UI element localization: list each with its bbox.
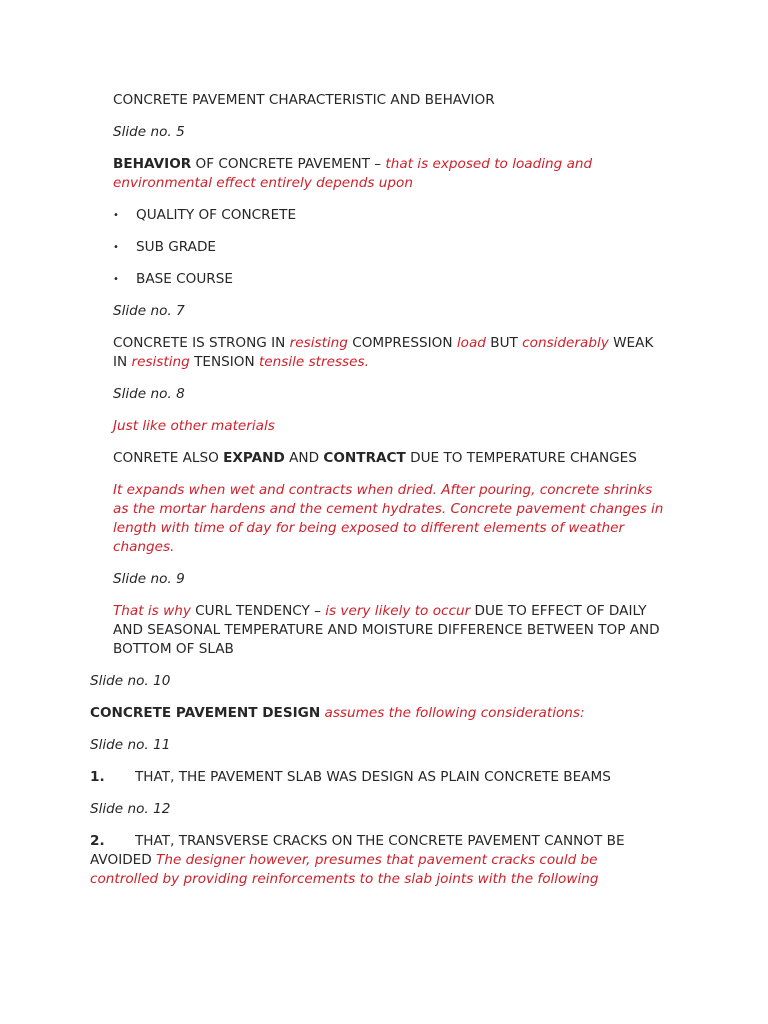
expands-line: changes. [113,539,175,555]
strong-text-4: WEAK [608,335,654,351]
expand-paragraph [113,449,637,468]
numbered-item-1 [90,768,611,787]
strong-red-5: tensile stresses. [258,354,369,370]
behavior-plain: OF CONCRETE PAVEMENT – [191,156,386,172]
curl-red-2: is very likely to occur [325,603,471,619]
item-2-line3: controlled by providing reinforcements to the slab joints with the following [90,871,599,887]
bullet-item [113,206,296,225]
strong-text-2: COMPRESSION [347,335,457,351]
bullet-item [113,238,216,257]
item-2-plain: AVOIDED [90,852,157,868]
expands-line: as the mortar hardens and the cement hydrates. Concrete pavement changes in [113,501,664,517]
curl-text-1: CURL TENDENCY – [190,603,326,619]
behavior-paragraph-line1 [113,155,592,174]
slide-label-9: Slide no. 9 [113,571,185,587]
curl-paragraph-line3: BOTTOM OF SLAB [113,641,234,657]
strong-paragraph-line1 [113,334,653,353]
bullet-icon: • [113,210,119,221]
item-number-1: 1. [90,769,105,785]
strong-text-1: CONCRETE IS STRONG IN [113,335,290,351]
bullet-text: SUB GRADE [136,239,217,255]
bullet-text: BASE COURSE [136,271,233,287]
strong-red-2: load [456,335,486,351]
item-2-line2 [90,851,598,870]
curl-text-2: DUE TO EFFECT OF DAILY [470,603,647,619]
strong-red-3: considerably [522,335,609,351]
bullet-text: QUALITY OF CONCRETE [136,207,297,223]
slide-label-8: Slide no. 8 [113,386,185,402]
strong-paragraph-line2 [113,353,369,372]
item-text-1: THAT, THE PAVEMENT SLAB WAS DESIGN AS PLAIN CONCRETE BEAMS [135,769,611,785]
behavior-bold: BEHAVIOR [113,156,192,172]
item-text-2: THAT, TRANSVERSE CRACKS ON THE CONCRETE PAVEMENT CANNOT BE [135,833,625,849]
curl-paragraph-line1 [113,602,647,621]
expand-bold-1: EXPAND [223,450,285,466]
slide-label-10: Slide no. 10 [90,673,171,689]
bullet-icon: • [113,242,119,253]
curl-red-1: That is why [113,603,191,619]
design-red: assumes the following considerations: [320,705,585,721]
document-heading: CONCRETE PAVEMENT CHARACTERISTIC AND BEHAVIOR [113,92,495,108]
bullet-icon: • [113,274,119,285]
item-2-red: The designer however, presumes that pavement cracks could be [156,852,598,868]
slide-label-12: Slide no. 12 [90,801,171,817]
design-paragraph [90,704,585,723]
expand-text-1: CONRETE ALSO [113,450,224,466]
slide-label-11: Slide no. 11 [90,737,171,753]
just-like-line: Just like other materials [113,418,275,434]
curl-paragraph-line2: AND SEASONAL TEMPERATURE AND MOISTURE DIFFERENCE BETWEEN TOP AND [113,622,660,638]
strong-text-3: BUT [485,335,523,351]
strong-text-5: IN [113,354,132,370]
expand-text-2: AND [284,450,324,466]
behavior-red-2: environmental effect entirely depends upon [113,175,413,191]
expand-text-3: DUE TO TEMPERATURE CHANGES [405,450,637,466]
item-number-2: 2. [90,833,105,849]
numbered-item-2 [90,832,625,851]
expands-line: length with time of day for being exposed to different elements of weather [113,520,625,536]
behavior-red-1: that is exposed to loading and [385,156,593,172]
expands-line: It expands when wet and contracts when dried. After pouring, concrete shrinks [113,482,653,498]
slide-label-7: Slide no. 7 [113,303,185,319]
strong-red-4: resisting [131,354,190,370]
design-bold: CONCRETE PAVEMENT DESIGN [90,705,321,721]
strong-text-6: TENSION [189,354,259,370]
expand-bold-2: CONTRACT [323,450,406,466]
slide-label-5: Slide no. 5 [113,124,185,140]
strong-red-1: resisting [289,335,348,351]
bullet-item [113,270,233,289]
